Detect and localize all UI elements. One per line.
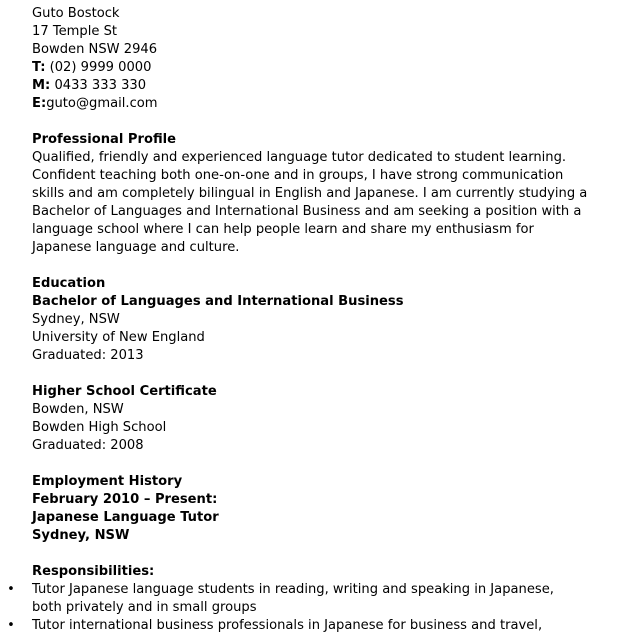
email-value: guto@gmail.com (46, 96, 158, 111)
email-label: E: (32, 96, 47, 111)
profile-line: Bachelor of Languages and International Business and am seeking a position with a (32, 204, 582, 219)
spacer (32, 455, 622, 473)
certificate-graduated: Graduated: 2008 (32, 438, 144, 453)
mobile-value: 0433 333 330 (50, 78, 147, 93)
certificate-institution: Bowden High School (32, 420, 167, 435)
resume-document (7, 5, 622, 635)
contact-name: Guto Bostock (32, 6, 120, 21)
profile-line: skills and am completely bilingual in English and Japanese. I am currently studying a (32, 186, 588, 201)
phone-label: T: (32, 60, 46, 75)
degree-institution: University of New England (32, 330, 205, 345)
profile-heading: Professional Profile (32, 132, 177, 147)
profile-line: Qualified, friendly and experienced language tutor dedicated to student learning. (32, 150, 567, 165)
spacer (32, 545, 622, 563)
employment-role: Japanese Language Tutor (32, 510, 219, 525)
degree-title: Bachelor of Languages and International Business (32, 294, 404, 309)
responsibilities-heading: Responsibilities: (32, 564, 155, 579)
bullet-text: Tutor Japanese language students in reading, writing and speaking in Japanese, (32, 582, 554, 597)
bullet-text: Tutor international business professionals in Japanese for business and travel, (32, 618, 543, 633)
contact-block (32, 5, 622, 113)
profile-line: Japanese language and culture. (32, 240, 240, 255)
profile-line: language school where I can help people learn and share my enthusiasm for (32, 222, 534, 237)
certificate-title: Higher School Certificate (32, 384, 217, 399)
contact-street: 17 Temple St (32, 24, 118, 39)
spacer (32, 113, 622, 131)
employment-section (7, 473, 622, 635)
bullet-icon: • (7, 618, 15, 633)
list-item (7, 581, 622, 617)
list-item (7, 617, 622, 635)
education-heading: Education (32, 276, 106, 291)
mobile-label: M: (32, 78, 51, 93)
contact-city: Bowden NSW 2946 (32, 42, 158, 57)
spacer (32, 257, 622, 275)
phone-value: (02) 9999 0000 (45, 60, 152, 75)
education-section (32, 275, 622, 455)
spacer (32, 365, 622, 383)
employment-location: Sydney, NSW (32, 528, 130, 543)
profile-line: Confident teaching both one-on-one and in groups, I have strong communication (32, 168, 564, 183)
bullet-icon: • (7, 582, 15, 597)
contact-phone-line (32, 59, 622, 77)
profile-section (32, 131, 622, 257)
contact-email-line (32, 95, 622, 113)
contact-mobile-line (32, 77, 622, 95)
employment-period: February 2010 – Present: (32, 492, 218, 507)
degree-graduated: Graduated: 2013 (32, 348, 144, 363)
employment-heading: Employment History (32, 474, 183, 489)
degree-location: Sydney, NSW (32, 312, 120, 327)
certificate-location: Bowden, NSW (32, 402, 124, 417)
bullet-text: both privately and in small groups (32, 600, 257, 615)
